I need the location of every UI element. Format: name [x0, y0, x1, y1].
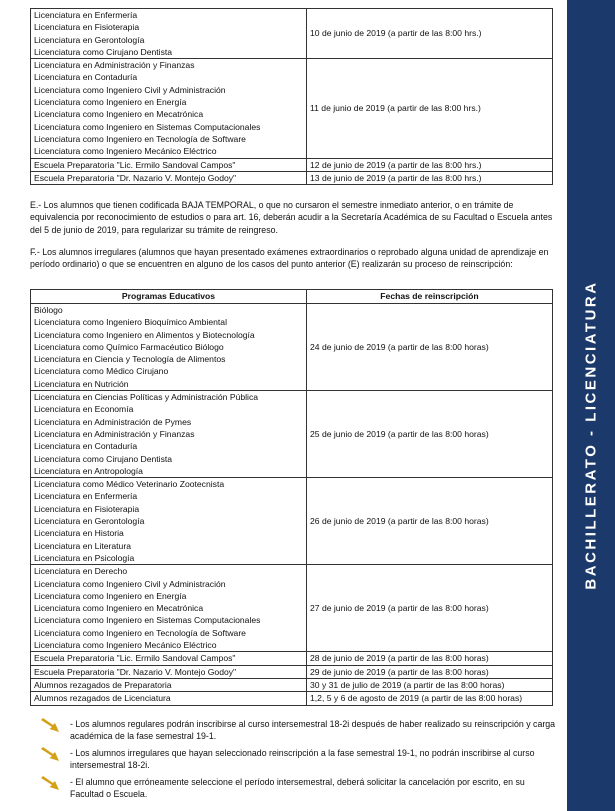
program-name: Licenciatura en Derecho — [34, 566, 128, 577]
program-name: Licenciatura como Cirujano Dentista — [34, 46, 173, 57]
date-cell: 28 de junio de 2019 (a partir de las 8:00 horas) — [307, 652, 553, 665]
programs-cell — [31, 59, 307, 158]
program-name: Licenciatura como Ingeniero en Tecnología de Software — [34, 627, 246, 638]
program-name: Biólogo — [34, 305, 63, 315]
program-name: Licenciatura como Cirujano Dentista — [34, 453, 173, 464]
program-name: Escuela Preparatoria "Lic. Ermilo Sandoval Campos" — [34, 159, 236, 170]
arrow-icon — [40, 747, 62, 763]
date-cell: 30 y 31 de julio de 2019 (a partir de las 8:00 horas) — [307, 678, 553, 691]
table-row — [31, 9, 553, 59]
program-name: Licenciatura en Economía — [34, 404, 134, 415]
program-name: Licenciatura como Médico Veterinario Zootecnista — [34, 479, 225, 490]
table-row — [31, 665, 553, 678]
table-row — [31, 478, 553, 565]
arrow-icon — [40, 776, 62, 792]
date-cell: 13 de junio de 2019 (a partir de las 8:00 hrs.) — [307, 171, 553, 184]
program-name: Licenciatura en Fisioterapia — [34, 22, 140, 33]
programs-cell — [31, 692, 307, 705]
table-row — [31, 692, 553, 705]
notes-list — [40, 718, 560, 804]
arrow-icon — [40, 718, 62, 734]
program-name: Licenciatura como Ingeniero Mecánico Eléctrico — [34, 640, 217, 651]
programs-cell — [31, 652, 307, 665]
program-name: Licenciatura en Ciencia y Tecnología de Alimentos — [34, 354, 226, 365]
program-name: Licenciatura en Fisioterapia — [34, 503, 140, 514]
schedule-table-regular — [30, 8, 553, 185]
program-name: Licenciatura en Enfermería — [34, 10, 138, 20]
table-row — [31, 678, 553, 691]
program-name: Licenciatura como Ingeniero Mecánico Eléctrico — [34, 146, 217, 157]
program-name: Licenciatura como Ingeniero Civil y Administración — [34, 84, 226, 95]
note-item — [40, 747, 560, 772]
program-name: Licenciatura en Antropología — [34, 465, 143, 476]
programs-cell — [31, 678, 307, 691]
program-name: Licenciatura como Ingeniero en Mecatrónica — [34, 109, 204, 120]
table-row — [31, 158, 553, 171]
program-name: Licenciatura como Ingeniero en Energía — [34, 590, 187, 601]
table-header-row — [31, 290, 553, 304]
programs-cell — [31, 478, 307, 565]
programs-cell — [31, 304, 307, 391]
schedule-table-irregular — [30, 289, 553, 706]
table-row — [31, 565, 553, 652]
table-row — [31, 391, 553, 478]
sidebar-label: BACHILLERATO - LICENCIATURA — [582, 280, 600, 590]
programs-cell — [31, 158, 307, 171]
note-item — [40, 718, 560, 743]
date-cell: 25 de junio de 2019 (a partir de las 8:00 horas) — [307, 391, 553, 478]
date-cell: 27 de junio de 2019 (a partir de las 8:00 horas) — [307, 565, 553, 652]
program-name: Licenciatura en Contaduría — [34, 72, 138, 83]
program-name: Licenciatura como Ingeniero en Energía — [34, 97, 187, 108]
note-text: - El alumno que erróneamente seleccione el período intersemestral, deberá solicitar la cancelación por escrito, en su Facultad o Escuela. — [70, 776, 525, 800]
program-name: Licenciatura en Historia — [34, 528, 124, 539]
program-name: Licenciatura como Ingeniero en Sistemas Computacionales — [34, 615, 261, 626]
program-name: Alumnos rezagados de Preparatoria — [34, 679, 172, 690]
program-name: Licenciatura como Ingeniero Bioquímico Ambiental — [34, 317, 227, 328]
table-row — [31, 304, 553, 391]
program-name: Licenciatura en Psicología — [34, 552, 135, 563]
date-cell: 12 de junio de 2019 (a partir de las 8:00 hrs.) — [307, 158, 553, 171]
table-row — [31, 171, 553, 184]
program-name: Licenciatura en Administración y Finanzas — [34, 428, 195, 439]
program-name: Licenciatura en Ciencias Políticas y Administración Pública — [34, 392, 259, 403]
program-name: Licenciatura en Contaduría — [34, 441, 138, 452]
programs-cell — [31, 391, 307, 478]
program-name: Licenciatura como Ingeniero en Sistemas Computacionales — [34, 121, 261, 132]
program-name: Licenciatura como Médico Cirujano — [34, 366, 169, 377]
program-name: Licenciatura en Administración de Pymes — [34, 416, 192, 427]
paragraph-e: E.- Los alumnos que tienen codificada BAJA TEMPORAL, o que no cursaron el semestre inmediato anterior, o en trámite de equivalencia por reconocimiento de estudios o para art. 16, deberán acudir a la Secretaría Académica de su Facultad o Escuela antes del 5 de junio de 2019, para regularizar su trámite de reingreso. — [30, 200, 553, 235]
header-programs: Programas Educativos — [31, 290, 307, 304]
date-cell: 11 de junio de 2019 (a partir de las 8:00 hrs.) — [307, 59, 553, 158]
program-name: Alumnos rezagados de Licenciatura — [34, 693, 171, 704]
program-name: Escuela Preparatoria "Lic. Ermilo Sandoval Campos" — [34, 653, 236, 664]
program-name: Escuela Preparatoria "Dr. Nazario V. Montejo Godoy" — [34, 666, 237, 677]
program-name: Licenciatura en Nutrición — [34, 378, 129, 389]
program-name: Licenciatura como Ingeniero Civil y Administración — [34, 578, 226, 589]
program-name: Escuela Preparatoria "Dr. Nazario V. Montejo Godoy" — [34, 172, 237, 183]
note-text: - Los alumnos irregulares que hayan seleccionado reinscripción a la fase semestral 19-1, no podrán inscribirse al curso intersemestral 18-2i. — [70, 747, 535, 771]
date-cell: 29 de junio de 2019 (a partir de las 8:00 horas) — [307, 665, 553, 678]
program-name: Licenciatura en Gerontología — [34, 516, 145, 527]
header-dates: Fechas de reinscripción — [307, 290, 553, 304]
table-row — [31, 59, 553, 158]
program-name: Licenciatura como Ingeniero en Mecatrónica — [34, 603, 204, 614]
programs-cell — [31, 9, 307, 59]
sidebar-band — [567, 0, 615, 811]
program-name: Licenciatura en Literatura — [34, 540, 131, 551]
program-name: Licenciatura en Enfermería — [34, 491, 138, 502]
program-name: Licenciatura como Ingeniero en Alimentos y Biotecnología — [34, 329, 255, 340]
date-cell: 10 de junio de 2019 (a partir de las 8:00 hrs.) — [307, 9, 553, 59]
program-name: Licenciatura como Ingeniero en Tecnología de Software — [34, 133, 246, 144]
date-cell: 1,2, 5 y 6 de agosto de 2019 (a partir de las 8:00 horas) — [307, 692, 553, 705]
table-row — [31, 652, 553, 665]
note-text: - Los alumnos regulares podrán inscribirse al curso intersemestral 18-2i después de haber realizado su reinscripción y carga académica de la fase semestral 19-1. — [70, 719, 556, 742]
paragraph-f: F.- Los alumnos irregulares (alumnos que hayan presentado exámenes extraordinarios o reprobado alguna unidad de aprendizaje en período ordinario) o que se encuentren en alguno de los casos del punto anterior (E) realizarán su proceso de reinscripción: — [30, 247, 549, 270]
program-name: Licenciatura como Químico Farmacéutico Biólogo — [34, 341, 224, 352]
programs-cell — [31, 171, 307, 184]
programs-cell — [31, 665, 307, 678]
date-cell: 26 de junio de 2019 (a partir de las 8:00 horas) — [307, 478, 553, 565]
programs-cell — [31, 565, 307, 652]
program-name: Licenciatura en Administración y Finanzas — [34, 60, 195, 71]
program-name: Licenciatura en Gerontología — [34, 34, 145, 45]
note-item — [40, 776, 560, 801]
date-cell: 24 de junio de 2019 (a partir de las 8:00 horas) — [307, 304, 553, 391]
